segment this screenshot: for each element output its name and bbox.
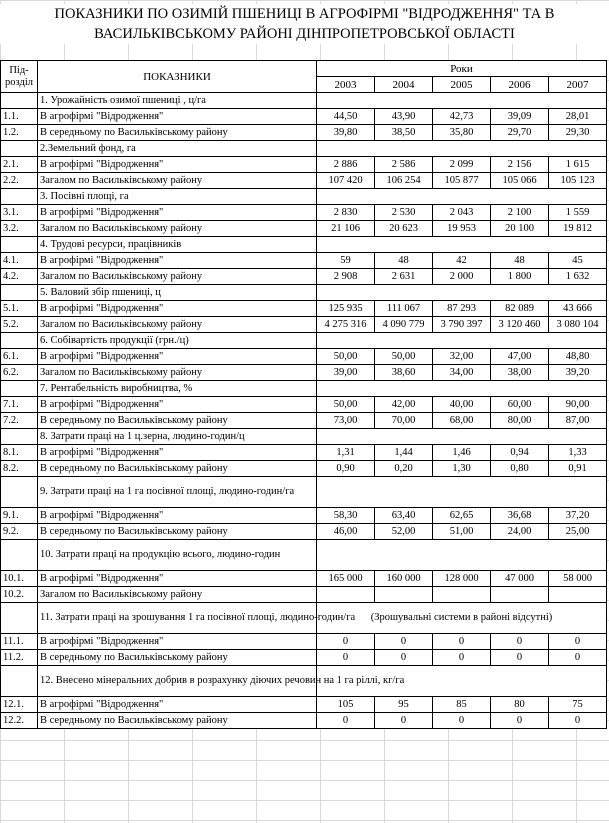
row-code: 8.1. [1, 445, 38, 461]
header-year: 2006 [491, 77, 549, 93]
value-cell: 40,00 [433, 397, 491, 413]
row-label: В агрофірмі "Відродження" [38, 205, 317, 221]
value-cell: 4 090 779 [375, 317, 433, 333]
row-code [1, 93, 38, 109]
row-label: Загалом по Васильківському району [38, 269, 317, 285]
table-row [1, 634, 607, 650]
value-cell: 35,80 [433, 125, 491, 141]
row-label: В агрофірмі "Відродження" [38, 397, 317, 413]
value-cell: 52,00 [375, 524, 433, 540]
value-cell: 0,90 [317, 461, 375, 477]
row-label: В агрофірмі "Відродження" [38, 634, 317, 650]
value-cell: 62,65 [433, 508, 491, 524]
group-note [317, 540, 607, 571]
value-cell: 2 586 [375, 157, 433, 173]
table-row [1, 349, 607, 365]
value-cell: 42,00 [375, 397, 433, 413]
value-cell: 0,91 [549, 461, 607, 477]
row-label: Загалом по Васильківському району [38, 173, 317, 189]
value-cell: 63,40 [375, 508, 433, 524]
group-label: 6. Собівартість продукції (грн./ц) [38, 333, 317, 349]
value-cell: 39,80 [317, 125, 375, 141]
value-cell: 1,33 [549, 445, 607, 461]
value-cell: 0 [491, 650, 549, 666]
row-code [1, 477, 38, 508]
group-row [1, 603, 607, 634]
value-cell: 0 [433, 713, 491, 729]
row-label: В агрофірмі "Відродження" [38, 109, 317, 125]
table-row [1, 173, 607, 189]
table-row [1, 587, 607, 603]
group-row [1, 237, 607, 253]
value-cell: 2 830 [317, 205, 375, 221]
value-cell: 48,80 [549, 349, 607, 365]
group-note [317, 189, 607, 205]
value-cell: 82 089 [491, 301, 549, 317]
value-cell: 47,00 [491, 349, 549, 365]
value-cell: 0,80 [491, 461, 549, 477]
group-note [317, 429, 607, 445]
row-label: В середньому по Васильківському району [38, 461, 317, 477]
value-cell: 51,00 [433, 524, 491, 540]
value-cell: 105 877 [433, 173, 491, 189]
table-row [1, 317, 607, 333]
group-label: 12. Внесено мінеральних добрив в розрахунку діючих речовин на 1 га ріллі, кг/га [38, 666, 317, 697]
value-cell: 0,20 [375, 461, 433, 477]
value-cell: 20 623 [375, 221, 433, 237]
value-cell [375, 587, 433, 603]
table-row [1, 697, 607, 713]
value-cell: 20 100 [491, 221, 549, 237]
row-code [1, 189, 38, 205]
row-code: 1.2. [1, 125, 38, 141]
value-cell: 105 066 [491, 173, 549, 189]
row-label: В агрофірмі "Відродження" [38, 571, 317, 587]
value-cell: 2 886 [317, 157, 375, 173]
row-label: В агрофірмі "Відродження" [38, 301, 317, 317]
value-cell [491, 587, 549, 603]
group-row [1, 189, 607, 205]
row-code: 7.1. [1, 397, 38, 413]
table-row [1, 571, 607, 587]
row-label: В агрофірмі "Відродження" [38, 253, 317, 269]
table-row [1, 461, 607, 477]
table-row [1, 397, 607, 413]
table-row [1, 221, 607, 237]
row-label: В агрофірмі "Відродження" [38, 157, 317, 173]
table-row [1, 125, 607, 141]
row-code: 3.1. [1, 205, 38, 221]
value-cell: 0 [375, 634, 433, 650]
value-cell: 60,00 [491, 397, 549, 413]
row-label: Загалом по Васильківському району [38, 317, 317, 333]
value-cell: 87,00 [549, 413, 607, 429]
value-cell: 0 [317, 634, 375, 650]
indicators-table [0, 60, 607, 729]
value-cell: 0 [375, 650, 433, 666]
group-note: (Зрошувальні системи в районі відсутні) [317, 603, 607, 634]
value-cell: 4 275 316 [317, 317, 375, 333]
value-cell: 0 [433, 634, 491, 650]
row-code [1, 333, 38, 349]
group-row [1, 93, 607, 109]
value-cell: 80 [491, 697, 549, 713]
value-cell: 43 666 [549, 301, 607, 317]
value-cell: 90,00 [549, 397, 607, 413]
value-cell: 0 [549, 713, 607, 729]
value-cell: 34,00 [433, 365, 491, 381]
value-cell: 44,50 [317, 109, 375, 125]
value-cell: 3 120 460 [491, 317, 549, 333]
value-cell: 1 615 [549, 157, 607, 173]
table-row [1, 524, 607, 540]
value-cell: 50,00 [375, 349, 433, 365]
group-note [317, 381, 607, 397]
row-label: В середньому по Васильківському району [38, 125, 317, 141]
group-label: 1. Урожайність озимої пшениці , ц/га [38, 93, 317, 109]
value-cell: 1,46 [433, 445, 491, 461]
group-note [317, 333, 607, 349]
value-cell: 85 [433, 697, 491, 713]
group-label: 11. Затрати праці на зрошування 1 га посівної площі, людино-годин/га [38, 603, 317, 634]
value-cell: 1 800 [491, 269, 549, 285]
value-cell: 21 106 [317, 221, 375, 237]
table-row [1, 157, 607, 173]
value-cell [317, 587, 375, 603]
row-code [1, 141, 38, 157]
value-cell: 160 000 [375, 571, 433, 587]
value-cell: 107 420 [317, 173, 375, 189]
row-code: 4.1. [1, 253, 38, 269]
group-row [1, 477, 607, 508]
table-row [1, 650, 607, 666]
value-cell [549, 587, 607, 603]
row-code [1, 285, 38, 301]
group-label: 8. Затрати праці на 1 ц.зерна, людино-годин/ц [38, 429, 317, 445]
row-code: 12.1. [1, 697, 38, 713]
group-note [317, 237, 607, 253]
group-label: 9. Затрати праці на 1 га посівної площі, людино-годин/га [38, 477, 317, 508]
row-code: 11.2. [1, 650, 38, 666]
group-row [1, 333, 607, 349]
row-label: Загалом по Васильківському району [38, 221, 317, 237]
group-label: 5. Валовий збір пшениці, ц [38, 285, 317, 301]
header-year: 2007 [549, 77, 607, 93]
value-cell: 105 [317, 697, 375, 713]
header-podrozdil: Під-розділ [1, 61, 38, 93]
value-cell: 0 [375, 713, 433, 729]
value-cell: 42,73 [433, 109, 491, 125]
table-body [1, 93, 607, 729]
value-cell: 0 [317, 650, 375, 666]
group-note [317, 285, 607, 301]
row-code: 2.2. [1, 173, 38, 189]
value-cell: 2 631 [375, 269, 433, 285]
value-cell: 25,00 [549, 524, 607, 540]
value-cell: 48 [491, 253, 549, 269]
value-cell: 3 080 104 [549, 317, 607, 333]
value-cell: 0 [549, 634, 607, 650]
row-code: 3.2. [1, 221, 38, 237]
value-cell: 43,90 [375, 109, 433, 125]
row-code: 7.2. [1, 413, 38, 429]
value-cell: 3 790 397 [433, 317, 491, 333]
value-cell: 39,09 [491, 109, 549, 125]
row-label: Загалом по Васильківському району [38, 365, 317, 381]
value-cell: 1,31 [317, 445, 375, 461]
table-row [1, 365, 607, 381]
header-year: 2004 [375, 77, 433, 93]
value-cell: 0 [491, 713, 549, 729]
table-row [1, 269, 607, 285]
row-code: 12.2. [1, 713, 38, 729]
table-row [1, 253, 607, 269]
value-cell: 46,00 [317, 524, 375, 540]
value-cell: 38,50 [375, 125, 433, 141]
value-cell: 2 908 [317, 269, 375, 285]
row-code: 1.1. [1, 109, 38, 125]
value-cell: 0,94 [491, 445, 549, 461]
table-row [1, 445, 607, 461]
group-label: 7. Рентабельність виробництва, % [38, 381, 317, 397]
table-row [1, 109, 607, 125]
value-cell: 32,00 [433, 349, 491, 365]
value-cell: 80,00 [491, 413, 549, 429]
row-code [1, 603, 38, 634]
value-cell: 58 000 [549, 571, 607, 587]
value-cell: 0 [491, 634, 549, 650]
row-label: В агрофірмі "Відродження" [38, 445, 317, 461]
value-cell: 87 293 [433, 301, 491, 317]
header-roky: Роки [317, 61, 607, 77]
value-cell: 95 [375, 697, 433, 713]
value-cell: 29,30 [549, 125, 607, 141]
value-cell: 75 [549, 697, 607, 713]
value-cell: 125 935 [317, 301, 375, 317]
group-label: 4. Трудові ресурси, працівників [38, 237, 317, 253]
value-cell: 106 254 [375, 173, 433, 189]
group-note [317, 93, 607, 109]
row-code: 8.2. [1, 461, 38, 477]
value-cell: 2 043 [433, 205, 491, 221]
value-cell: 42 [433, 253, 491, 269]
row-code: 6.1. [1, 349, 38, 365]
header-year: 2005 [433, 77, 491, 93]
value-cell: 2 156 [491, 157, 549, 173]
value-cell [433, 587, 491, 603]
value-cell: 38,00 [491, 365, 549, 381]
row-code [1, 666, 38, 697]
value-cell: 128 000 [433, 571, 491, 587]
value-cell: 2 100 [491, 205, 549, 221]
header-year: 2003 [317, 77, 375, 93]
group-row [1, 540, 607, 571]
header-pokaznyky: ПОКАЗНИКИ [38, 61, 317, 93]
value-cell: 70,00 [375, 413, 433, 429]
page-title: ПОКАЗНИКИ ПО ОЗИМІЙ ПШЕНИЦІ В АГРОФІРМІ "ВІДРОДЖЕННЯ" ТА В ВАСИЛЬКІВСЬКОМУ РАЙОНІ ДІНПРОПЕТРОВСЬКОЇ ОБЛАСТІ [0, 4, 609, 44]
value-cell: 111 067 [375, 301, 433, 317]
value-cell: 1,44 [375, 445, 433, 461]
row-code [1, 429, 38, 445]
value-cell: 28,01 [549, 109, 607, 125]
value-cell: 1 632 [549, 269, 607, 285]
row-code: 9.1. [1, 508, 38, 524]
value-cell: 0 [433, 650, 491, 666]
table-row [1, 205, 607, 221]
group-row [1, 666, 607, 697]
group-row [1, 381, 607, 397]
value-cell: 47 000 [491, 571, 549, 587]
table-row [1, 301, 607, 317]
row-code: 5.2. [1, 317, 38, 333]
value-cell: 58,30 [317, 508, 375, 524]
row-code: 6.2. [1, 365, 38, 381]
row-code: 10.1. [1, 571, 38, 587]
value-cell: 0 [317, 713, 375, 729]
row-code [1, 540, 38, 571]
row-code: 9.2. [1, 524, 38, 540]
value-cell: 48 [375, 253, 433, 269]
group-label: 10. Затрати праці на продукцію всього, людино-годин [38, 540, 317, 571]
row-code: 10.2. [1, 587, 38, 603]
value-cell: 50,00 [317, 349, 375, 365]
value-cell: 38,60 [375, 365, 433, 381]
value-cell: 50,00 [317, 397, 375, 413]
row-label: Загалом по Васильківському району [38, 587, 317, 603]
value-cell: 105 123 [549, 173, 607, 189]
table-row [1, 508, 607, 524]
value-cell: 0 [549, 650, 607, 666]
value-cell: 2 000 [433, 269, 491, 285]
value-cell: 59 [317, 253, 375, 269]
row-code [1, 381, 38, 397]
value-cell: 39,20 [549, 365, 607, 381]
group-label: 3. Посівні площі, га [38, 189, 317, 205]
table-row [1, 413, 607, 429]
value-cell: 19 953 [433, 221, 491, 237]
value-cell: 2 530 [375, 205, 433, 221]
row-code: 11.1. [1, 634, 38, 650]
value-cell: 73,00 [317, 413, 375, 429]
table-row [1, 713, 607, 729]
value-cell: 37,20 [549, 508, 607, 524]
value-cell: 29,70 [491, 125, 549, 141]
value-cell: 36,68 [491, 508, 549, 524]
row-label: В середньому по Васильківському району [38, 524, 317, 540]
row-label: В агрофірмі "Відродження" [38, 697, 317, 713]
row-code [1, 237, 38, 253]
row-label: В середньому по Васильківському району [38, 650, 317, 666]
value-cell: 39,00 [317, 365, 375, 381]
value-cell: 24,00 [491, 524, 549, 540]
group-note [317, 477, 607, 508]
value-cell: 68,00 [433, 413, 491, 429]
row-label: В агрофірмі "Відродження" [38, 349, 317, 365]
value-cell: 45 [549, 253, 607, 269]
group-note [317, 141, 607, 157]
row-label: В середньому по Васильківському району [38, 713, 317, 729]
group-row [1, 141, 607, 157]
value-cell: 165 000 [317, 571, 375, 587]
row-code: 2.1. [1, 157, 38, 173]
value-cell: 1 559 [549, 205, 607, 221]
row-code: 5.1. [1, 301, 38, 317]
row-code: 4.2. [1, 269, 38, 285]
group-label: 2.Земельний фонд, га [38, 141, 317, 157]
group-row [1, 429, 607, 445]
value-cell: 19 812 [549, 221, 607, 237]
row-label: В агрофірмі "Відродження" [38, 508, 317, 524]
row-label: В середньому по Васильківському району [38, 413, 317, 429]
group-row [1, 285, 607, 301]
value-cell: 2 099 [433, 157, 491, 173]
value-cell: 1,30 [433, 461, 491, 477]
